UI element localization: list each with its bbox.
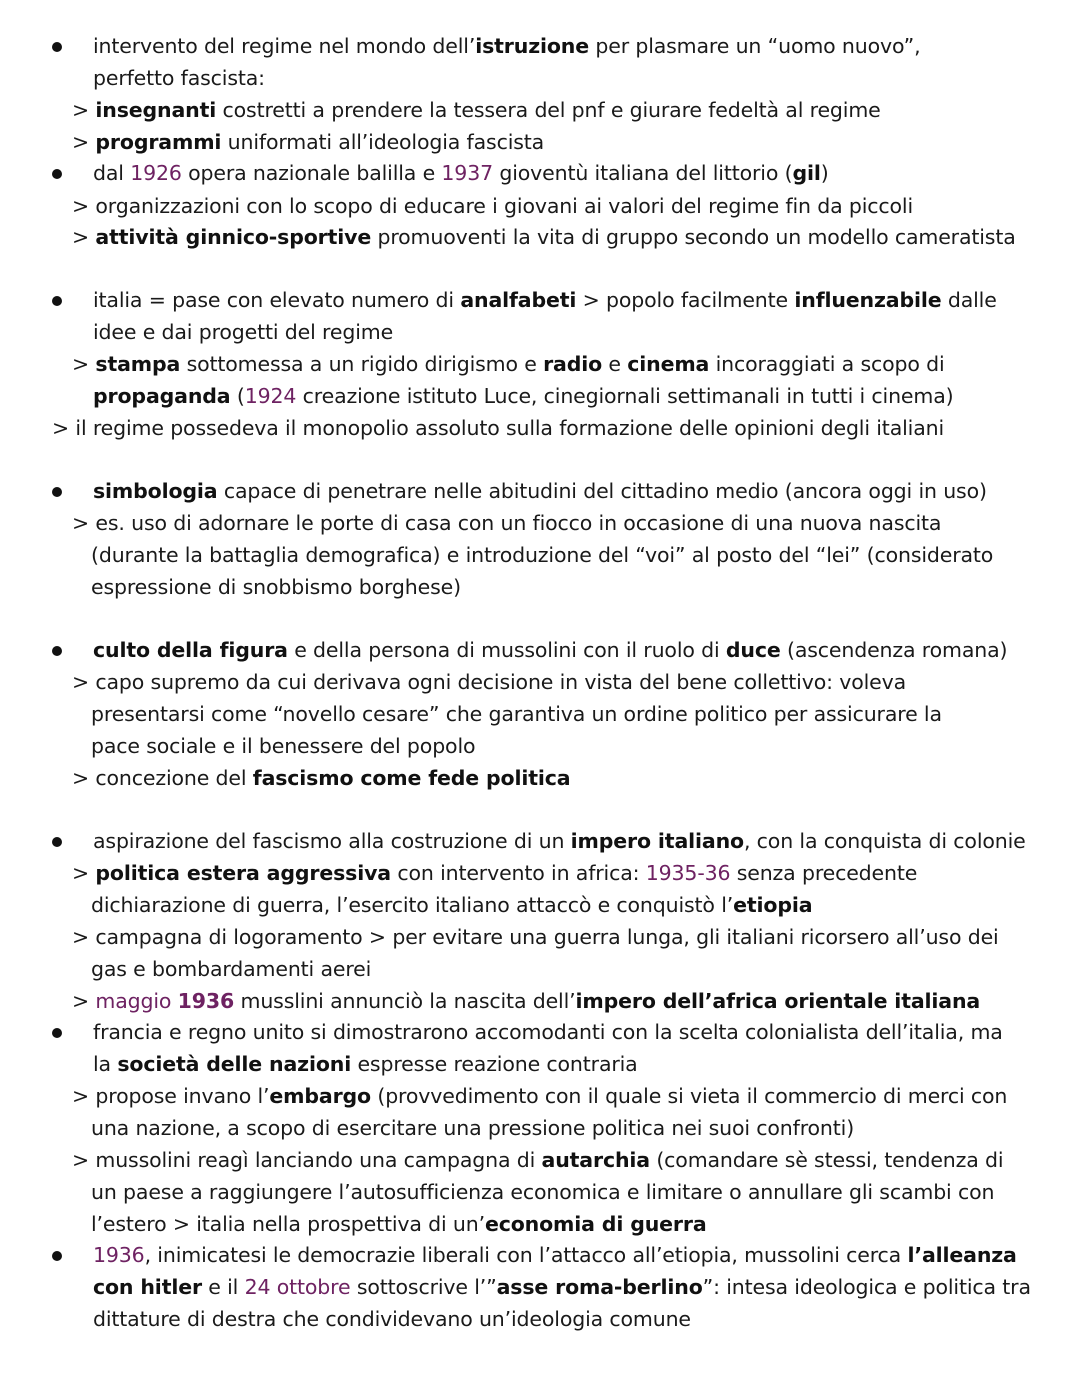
text-segment: 1924 [244, 384, 297, 408]
bullet-1 [52, 42, 62, 52]
text-segment: programmi [95, 130, 222, 154]
text-segment: , con la conquista di colonie [743, 829, 1026, 853]
text-segment: espressione di snobbismo borghese) [91, 575, 461, 599]
text-segment: italia = pase con elevato numero di [93, 288, 461, 312]
text-segment: perfetto fascista: [93, 66, 265, 90]
text-segment: la [93, 1052, 118, 1076]
text-segment: creazione istituto Luce, cinegiornali settimanali in tutti i cinema) [296, 384, 954, 408]
text-segment: una nazione, a scopo di esercitare una pressione politica nei suoi confronti) [91, 1116, 855, 1140]
bullet-5 [52, 646, 62, 656]
text-line [91, 1114, 854, 1142]
text-segment: asse roma-berlino [496, 1275, 703, 1299]
text-segment: ”: intesa ideologica e politica tra [702, 1275, 1031, 1299]
text-line [93, 286, 997, 314]
text-line [93, 1241, 1017, 1269]
text-segment: dichiarazione di guerra, l’esercito italiano attaccò e conquistò l’ [91, 893, 734, 917]
text-segment: 1936 [93, 1243, 145, 1267]
text-line [72, 192, 913, 220]
text-line [93, 1273, 1031, 1301]
text-segment: istruzione [475, 34, 589, 58]
text-segment: dal [93, 161, 131, 185]
text-segment: (ascendenza romana) [780, 638, 1008, 662]
text-segment: > [72, 225, 96, 249]
text-segment: politica estera aggressiva [95, 861, 391, 885]
text-segment: > il regime possedeva il monopolio assoluto sulla formazione delle opinioni degli italiani [52, 416, 945, 440]
bullet-6 [52, 837, 62, 847]
text-segment: simbologia [93, 479, 218, 503]
text-segment: > concezione del [72, 766, 253, 790]
text-line [93, 1018, 1003, 1046]
text-segment: embargo [269, 1084, 371, 1108]
text-line [91, 732, 475, 760]
text-line [93, 382, 953, 410]
text-segment: > capo supremo da cui derivava ogni decisione in vista del bene collettivo: voleva [72, 670, 906, 694]
text-segment: incoraggiati a scopo di [709, 352, 945, 376]
text-line [72, 96, 881, 124]
text-line [91, 700, 942, 728]
text-line [72, 987, 980, 1015]
text-segment: attività ginnico-sportive [95, 225, 372, 249]
text-line [93, 1050, 638, 1078]
text-line [72, 764, 570, 792]
text-line [93, 636, 1007, 664]
text-segment: influenzabile [794, 288, 942, 312]
text-segment: > es. uso di adornare le porte di casa con un fiocco in occasione di una nuova nascita [72, 511, 942, 535]
text-segment: 1926 [130, 161, 182, 185]
text-segment: economia di guerra [484, 1212, 707, 1236]
text-line [93, 159, 829, 187]
text-line [72, 350, 945, 378]
text-segment: insegnanti [95, 98, 217, 122]
text-segment: per plasmare un “uomo nuovo”, [589, 34, 921, 58]
text-segment: senza precedente [730, 861, 918, 885]
text-segment: impero dell’africa orientale italiana [575, 989, 981, 1013]
bullet-7 [52, 1028, 62, 1038]
text-segment: (comandare sè stessi, tendenza di [649, 1148, 1004, 1172]
text-line [91, 955, 371, 983]
text-line [93, 32, 920, 60]
text-line [91, 891, 812, 919]
text-segment: > organizzazioni con lo scopo di educare i giovani ai valori del regime fin da piccoli [72, 194, 914, 218]
text-segment: dittature di destra che condividevano un’ideologia comune [93, 1307, 691, 1331]
text-segment: presentarsi come “novello cesare” che garantiva un ordine politico per assicurare la [91, 702, 942, 726]
text-line [52, 414, 944, 442]
text-segment: analfabeti [460, 288, 577, 312]
text-segment: > popolo facilmente [576, 288, 795, 312]
text-segment: culto della figura [93, 638, 288, 662]
text-line [72, 1082, 1007, 1110]
text-segment: > [72, 98, 96, 122]
text-segment: ( [230, 384, 245, 408]
text-line [91, 1178, 994, 1206]
text-segment: > [72, 352, 96, 376]
text-line [72, 859, 917, 887]
bullet-3 [52, 296, 62, 306]
text-segment: capace di penetrare nelle abitudini del cittadino medio (ancora oggi in uso) [217, 479, 987, 503]
text-line [72, 923, 999, 951]
text-line [72, 128, 544, 156]
text-segment: sottomessa a un rigido dirigismo e [180, 352, 544, 376]
text-segment: > mussolini reagì lanciando una campagna di [72, 1148, 542, 1172]
text-segment: e il [201, 1275, 245, 1299]
text-segment: fascismo come fede politica [252, 766, 571, 790]
text-segment: uniformati all’ideologia fascista [221, 130, 545, 154]
text-segment: duce [725, 638, 781, 662]
text-segment: un paese a raggiungere l’autosufficienza economica e limitare o annullare gli scambi con [91, 1180, 995, 1204]
text-segment: maggio [95, 989, 178, 1013]
text-line [91, 541, 993, 569]
text-segment: 1935-36 [645, 861, 731, 885]
text-segment: intervento del regime nel mondo dell’ [93, 34, 476, 58]
text-line [91, 573, 461, 601]
text-segment: gioventù italiana del littorio ( [492, 161, 793, 185]
text-segment: promuoventi la vita di gruppo secondo un modello cameratista [371, 225, 1016, 249]
text-segment: stampa [95, 352, 181, 376]
text-segment: società delle nazioni [117, 1052, 352, 1076]
text-segment: e [602, 352, 628, 376]
text-segment: francia e regno unito si dimostrarono accomodanti con la scelta colonialista dell’italia, ma [93, 1020, 1003, 1044]
text-segment: gil [792, 161, 821, 185]
text-segment: cinema [627, 352, 710, 376]
text-segment: l’alleanza [907, 1243, 1017, 1267]
text-segment: con intervento in africa: [390, 861, 646, 885]
text-segment: gas e bombardamenti aerei [91, 957, 372, 981]
text-line [72, 668, 906, 696]
text-line [93, 477, 987, 505]
text-segment: espresse reazione contraria [351, 1052, 638, 1076]
text-segment: pace sociale e il benessere del popolo [91, 734, 476, 758]
text-segment: opera nazionale balilla e [181, 161, 442, 185]
text-segment: > propose invano l’ [72, 1084, 270, 1108]
text-line [93, 318, 393, 346]
text-segment: > campagna di logoramento > per evitare una guerra lunga, gli italiani ricorsero all’uso dei [72, 925, 999, 949]
text-line [93, 827, 1026, 855]
text-line [91, 1210, 707, 1238]
bullet-8 [52, 1251, 62, 1261]
text-segment: idee e dai progetti del regime [93, 320, 394, 344]
text-segment: propaganda [93, 384, 231, 408]
text-segment: (provvedimento con il quale si vieta il commercio di merci con [370, 1084, 1008, 1108]
text-segment: 1936 [177, 989, 235, 1013]
text-segment: , inimicatesi le democrazie liberali con l’attacco all’etiopia, mussolini cerca [144, 1243, 908, 1267]
text-line [93, 64, 265, 92]
text-segment: impero italiano [570, 829, 744, 853]
bullet-2 [52, 169, 62, 179]
text-segment: sottoscrive l’” [350, 1275, 497, 1299]
text-segment: radio [543, 352, 603, 376]
text-segment: ) [820, 161, 829, 185]
text-segment: 1937 [441, 161, 493, 185]
text-segment: dalle [941, 288, 997, 312]
text-line [72, 1146, 1003, 1174]
text-line [72, 223, 1016, 251]
text-segment: etiopia [733, 893, 813, 917]
text-segment: > [72, 989, 96, 1013]
text-segment: > [72, 861, 96, 885]
text-line [93, 1305, 691, 1333]
text-segment: aspirazione del fascismo alla costruzione di un [93, 829, 571, 853]
text-segment: e della persona di mussolini con il ruolo di [287, 638, 726, 662]
text-segment: musslini annunciò la nascita dell’ [234, 989, 576, 1013]
text-segment: l’estero > italia nella prospettiva di un’ [91, 1212, 485, 1236]
text-segment: (durante la battaglia demografica) e introduzione del “voi” al posto del “lei” (considerato [91, 543, 994, 567]
text-segment: con hitler [93, 1275, 202, 1299]
text-segment: autarchia [541, 1148, 650, 1172]
text-segment: > [72, 130, 96, 154]
bullet-4 [52, 487, 62, 497]
text-segment: costretti a prendere la tessera del pnf e giurare fedeltà al regime [216, 98, 881, 122]
text-segment: 24 ottobre [244, 1275, 351, 1299]
text-line [72, 509, 941, 537]
